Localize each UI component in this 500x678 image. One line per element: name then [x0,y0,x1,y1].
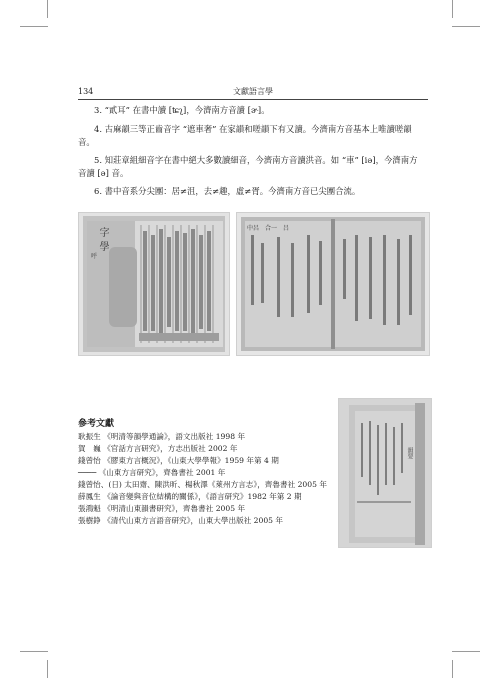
list-item-3: 3. “貳耳” 在書中讀 [ʨʅ]，今濟南方音讀 [ɚ]。 [94,105,270,115]
crop-mark [452,660,453,678]
list-item-4: 4. 古麻韻三等正齒音字 “遮車奢” 在家韻和嗟韻下有又讀。今濟南方音基本上唯讀嗟韻音。 [78,124,412,147]
list-item-6: 6. 書中音系分尖團：居≠沮，去≠趣，虛≠胥。今濟南方音已尖團合流。 [94,186,361,196]
crop-mark [452,26,480,27]
crop-mark [47,660,48,678]
crop-mark [452,0,453,18]
book-photo-3-image [339,399,431,547]
book-photo-2-image [237,213,429,355]
crop-mark [20,26,48,27]
book-photo-1 [78,212,230,356]
photo3-title: 韻要 [406,447,413,459]
crop-mark [20,651,48,652]
reference-entry: 張樹錚 《清代山東方言語音研究》，山東大學出版社 2005 年 [78,516,284,525]
list-item-5: 5. 知莊章組細音字在書中絕大多數讀細音，今濟南方音讀洪音。如 “車” [iə]，今濟南方音讀 [ə] 音。 [78,155,418,178]
running-header [78,85,428,100]
reference-entry: ──── 《山東方言研究》，齊魯書社 2001 年 [78,468,226,477]
photo2-header: 中呂 合一 吕 [247,225,290,232]
photo1-spine-small: 呼 [91,253,98,260]
book-photo-3 [338,398,432,548]
references-title: 參考文獻 [78,419,115,429]
reference-entry: 錢曾怡 《膠東方言概況》，《山東大學學報》1959 年第 4 期 [78,456,279,465]
reference-entry: 張鴻魁 《明清山東韻書研究》，齊魯書社 2005 年 [78,504,246,513]
crop-mark [47,0,48,18]
book-photo-2 [236,212,430,356]
reference-entry: 薛鳳生 《論音變與音位結構的關係》，《語言研究》1982 年第 2 期 [78,492,302,501]
running-title: 文獻語言學 [233,87,273,96]
page-number: 134 [78,87,94,96]
reference-entry: 耿振生 《明清等韻學通論》，語文出版社 1998 年 [78,432,246,441]
crop-mark [452,651,480,652]
reference-entry: 賀 巍 《官話方言研究》，方志出版社 2002 年 [78,444,238,453]
reference-entry: 錢曾怡、(日) 太田齋、陳洪昕、楊秋澤《萊州方言志》，齊魯書社 2005 年 [78,480,327,489]
photo1-spine-title: 字學 [97,227,108,255]
